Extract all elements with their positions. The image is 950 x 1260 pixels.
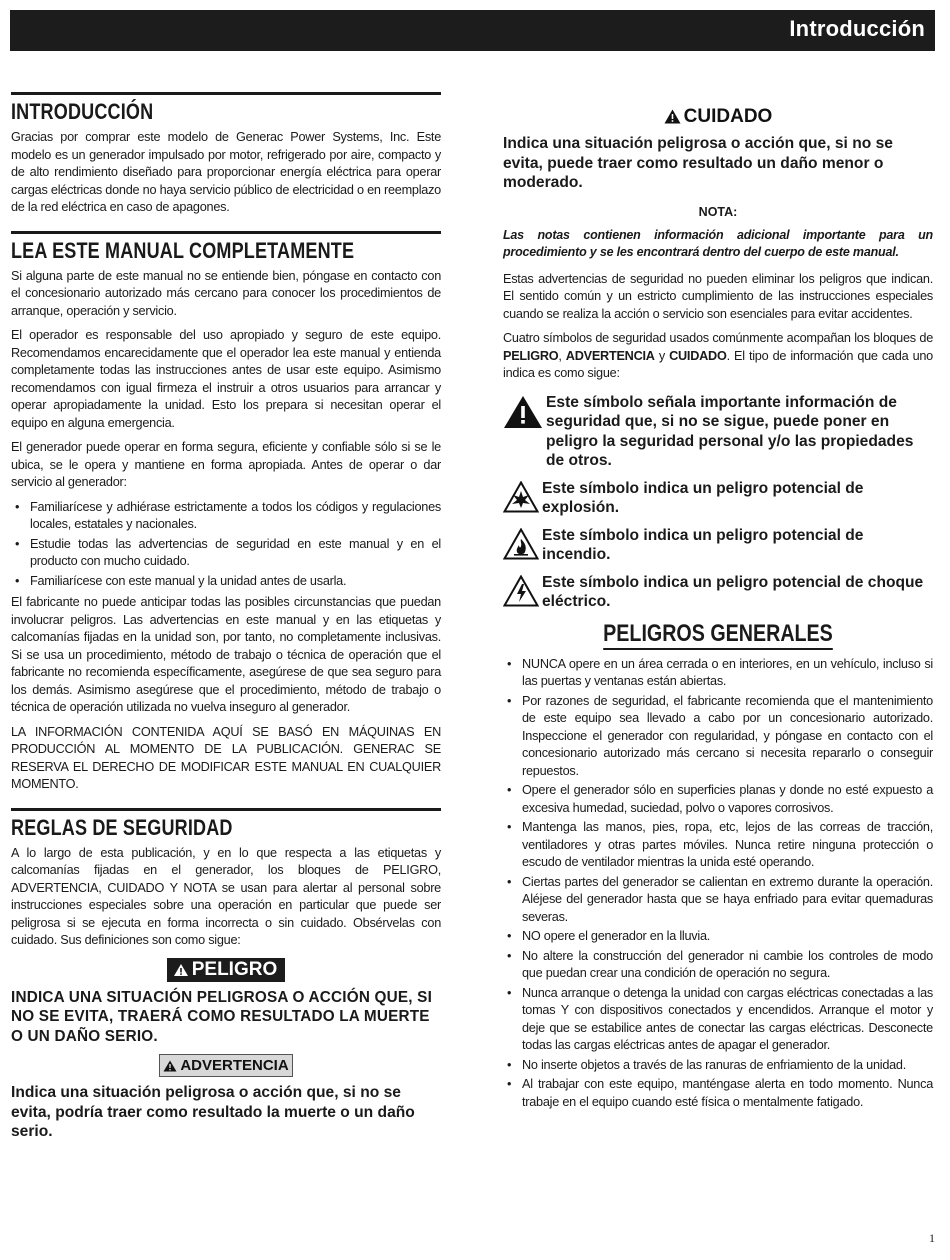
peligros-generales-list [503, 656, 933, 1112]
advertencia-label: ADVERTENCIA [180, 1057, 289, 1074]
page-number: 1 [929, 1231, 935, 1245]
symbol-row-incendio [503, 526, 933, 565]
peligro-label-box [167, 958, 286, 982]
list-item: • Nunca arranque o detenga la unidad con cargas eléctricas conectadas a las tomas Y con dispositivos conectados y encendidos. Arranque el motor y deje que se estabilice antes de conectar las cargas eléctricas. Desconecte todas las cargas eléctricas antes de apagar el generador. [503, 985, 933, 1055]
cuatro-peligro: PELIGRO [503, 348, 559, 363]
list-item: • NUNCA opere en un área cerrada o en interiores, en un vehículo, incluso si las puertas y ventanas están abiertas. [503, 656, 933, 691]
symbol-row-explosion [503, 479, 933, 518]
peligro-signal [11, 958, 441, 982]
warning-triangle-icon [664, 109, 681, 124]
cuatro-cuidado: CUIDADO [669, 348, 727, 363]
advertencia-signal [11, 1054, 441, 1077]
symbol-incendio-text: Este símbolo indica un peligro potencial de incendio. [542, 526, 864, 563]
list-item: • Estudie todas las advertencias de seguridad en este manual y en el producto con mucho cuidado. [11, 536, 441, 571]
cuidado-label: CUIDADO [683, 106, 773, 127]
nota-title: NOTA: [698, 204, 738, 219]
reglas-text: A lo largo de esta publicación, y en lo que respecta a las etiquetas y calcomanías fijadas en el generador, los bloques de PELIGRO, ADVERTENCIA, CUIDADO Y NOTA se usan para alertar al personal sobre instrucciones especiales sobre una operación en particular que puede ser peligrosa si se ejecuta en forma incorrecta o sin cuidado. Obsérvelas con cuidado. Sus definiciones son como sigue: [11, 845, 441, 947]
list-item: • Ciertas partes del generador se calientan en extremo durante la operación. Aléjese del generador hasta que se haya enfriado para evitar quemaduras severas. [503, 874, 933, 927]
header-title: Introducción [789, 16, 925, 41]
cuidado-signal [503, 106, 933, 128]
lea-paragraph-5: LA INFORMACIÓN CONTENIDA AQUÍ SE BASÓ EN MÁQUINAS EN PRODUCCIÓN AL MOMENTO DE LA PUBLICACIÓN. GENERAC SE RESERVA EL DERECHO DE MODIFICAR ESTE MANUAL EN CUALQUIER MOMENTO. [11, 724, 441, 791]
lea-paragraph-4: El fabricante no puede anticipar todas las posibles circunstancias que puedan involucrar peligros. Las advertencias en este manual y en las etiquetas y calcomanías fijadas en la unidad son, por tanto, no completamente inclusivas. Si se usa un procedimiento, método de trabajo o técnica de operación que el fabricante no recomienda específicamente, asegúrese de que sea seguro para los demás. Asimismo asegúrese que el procedimiento, método de trabajo o técnica de operación utilizada no vuelva inseguro al generador. [11, 595, 441, 714]
cuatro-pre: Cuatro símbolos de seguridad usados comúnmente acompañan los bloques de [503, 331, 933, 345]
section-rule [11, 92, 441, 95]
explosion-icon [503, 481, 539, 513]
introduccion-title: INTRODUCCIÓN [11, 99, 154, 124]
nota-text: Las notas contienen información adicional importante para un procedimiento y se les encontrará dentro del cuerpo de este manual. [503, 227, 933, 259]
list-item: • Opere el generador sólo en superficies planas y donde no esté expuesto a excesiva humedad, suciedad, polvo o vapores corrosivos. [503, 782, 933, 817]
cuidado-label-box [664, 106, 773, 128]
warning-triangle-icon [163, 1060, 177, 1072]
peligro-text: INDICA UNA SITUACIÓN PELIGROSA O ACCIÓN QUE, SI NO SE EVITA, TRAERÁ COMO RESULTADO LA MUERTE O UN DAÑO SERIO. [11, 988, 433, 1045]
cuatro-sep: , [558, 348, 566, 363]
list-item: • Por razones de seguridad, el fabricante recomienda que el mantenimiento de este equipo sea llevado a cabo por un concesionario autorizado. Inspeccione el generador con regularidad, y póngase en contacto con el concesionario autorizado más cercano si necesita repararlo o conseguir repuestos. [503, 693, 933, 781]
cuidado-text: Indica una situación peligrosa o acción que, si no se evita, puede traer como resultado un daño menor o moderado. [503, 135, 893, 191]
peligro-label: PELIGRO [191, 958, 278, 980]
header-bar [10, 10, 935, 51]
list-item: • Al trabajar con este equipo, manténgase alerta en todo momento. Nunca trabaje en el equipo cuando esté física o mentalmente fatigado. [503, 1076, 933, 1111]
advertencias-paragraph: Estas advertencias de seguridad no pueden eliminar los peligros que indican. El sentido común y un estricto cumplimiento de las instrucciones especiales cuando se realiza la acción o servicio son esenciales para evitar accidentes. [503, 271, 933, 321]
list-item: • NO opere el generador en la lluvia. [503, 928, 933, 946]
list-item: • No inserte objetos a través de las ranuras de enfriamiento de la unidad. [503, 1057, 933, 1075]
list-item: • Familiarícese y adhiérase estrictamente a todos los códigos y regulaciones locales, estatales y nacionales. [11, 499, 441, 534]
cuatro-advertencia: ADVERTENCIA [565, 348, 655, 363]
section-rule [11, 231, 441, 234]
reglas-title: REGLAS DE SEGURIDAD [11, 814, 233, 840]
symbol-info-text: Este símbolo señala importante información de seguridad que, si no se sigue, puede poner en peligro la seguridad personal y/o las propiedades de otros. [546, 393, 914, 469]
list-item: • Mantenga las manos, pies, ropa, etc, lejos de las correas de tracción, ventiladores y otras partes móviles. Nunca retire ninguna protección o escudo de ventilador mientras la unida esté operando. [503, 819, 933, 872]
warning-triangle-icon [503, 395, 543, 429]
symbol-choque-text: Este símbolo indica un peligro potencial de choque eléctrico. [542, 573, 924, 610]
lea-bullet-list [11, 499, 441, 591]
lea-paragraph-2: El operador es responsable del uso apropiado y seguro de este equipo. Recomendamos encarecidamente que el operador lea este manual y entienda completamente todas las instrucciones antes de usar este equipo. Asimismo recomendamos con igual firmeza el instruir a otros usuarios para arrancar y operar apropiadamente la unidad. Esto los prepara si necesitan operar el equipo en alguna emergencia. [11, 328, 441, 430]
list-item: • No altere la construcción del generador ni cambie los controles de modo que puedan crear una condición de operación no segura. [503, 948, 933, 983]
advertencia-label-box [159, 1054, 292, 1077]
peligros-generales-title [542, 620, 895, 648]
right-column [503, 104, 933, 1115]
list-item: • Familiarícese con este manual y la unidad antes de usarla. [11, 573, 441, 591]
lea-paragraph-3: El generador puede operar en forma segura, eficiente y confiable sólo si se le ubica, se le opera y mantiene en forma apropiada. Antes de operar o dar servicio al generador: [11, 440, 441, 489]
lea-title: LEA ESTE MANUAL COMPLETAMENTE [11, 237, 355, 263]
left-column [11, 92, 441, 1150]
cuatro-sep: y [654, 348, 670, 363]
introduccion-text: Gracias por comprar este modelo de Generac Power Systems, Inc. Este modelo es un generador impulsado por motor, refrigerado por aire, compacto y de alto rendimiento diseñado para proporcionar energía eléctrica para operar cargas eléctricas donde no haya servicio público de electricidad o en reemplazo de la red eléctrica en caso de apagones. [11, 130, 441, 214]
electric-shock-icon [503, 575, 539, 607]
cuatro-simbolos-paragraph [503, 330, 933, 383]
lea-paragraph-1: Si alguna parte de este manual no se entiende bien, póngase en contacto con el concesionario autorizado más cercano para conocer los procedimientos de arranque, operación y servicio. [11, 268, 441, 318]
symbol-row-choque [503, 573, 933, 612]
peligros-generales-title-text: PELIGROS GENERALES [603, 620, 833, 650]
symbol-explosion-text: Este símbolo indica un peligro potencial de explosión. [542, 479, 864, 516]
cuatro-post: . El tipo de información que cada uno indica es como sigue: [503, 348, 933, 380]
section-rule [11, 808, 441, 811]
symbol-row-info [503, 393, 933, 471]
fire-icon [503, 528, 539, 560]
advertencia-text: Indica una situación peligrosa o acción que, si no se evita, podría traer como resultado la muerte o un daño serio. [11, 1084, 415, 1140]
warning-triangle-icon [173, 963, 189, 977]
